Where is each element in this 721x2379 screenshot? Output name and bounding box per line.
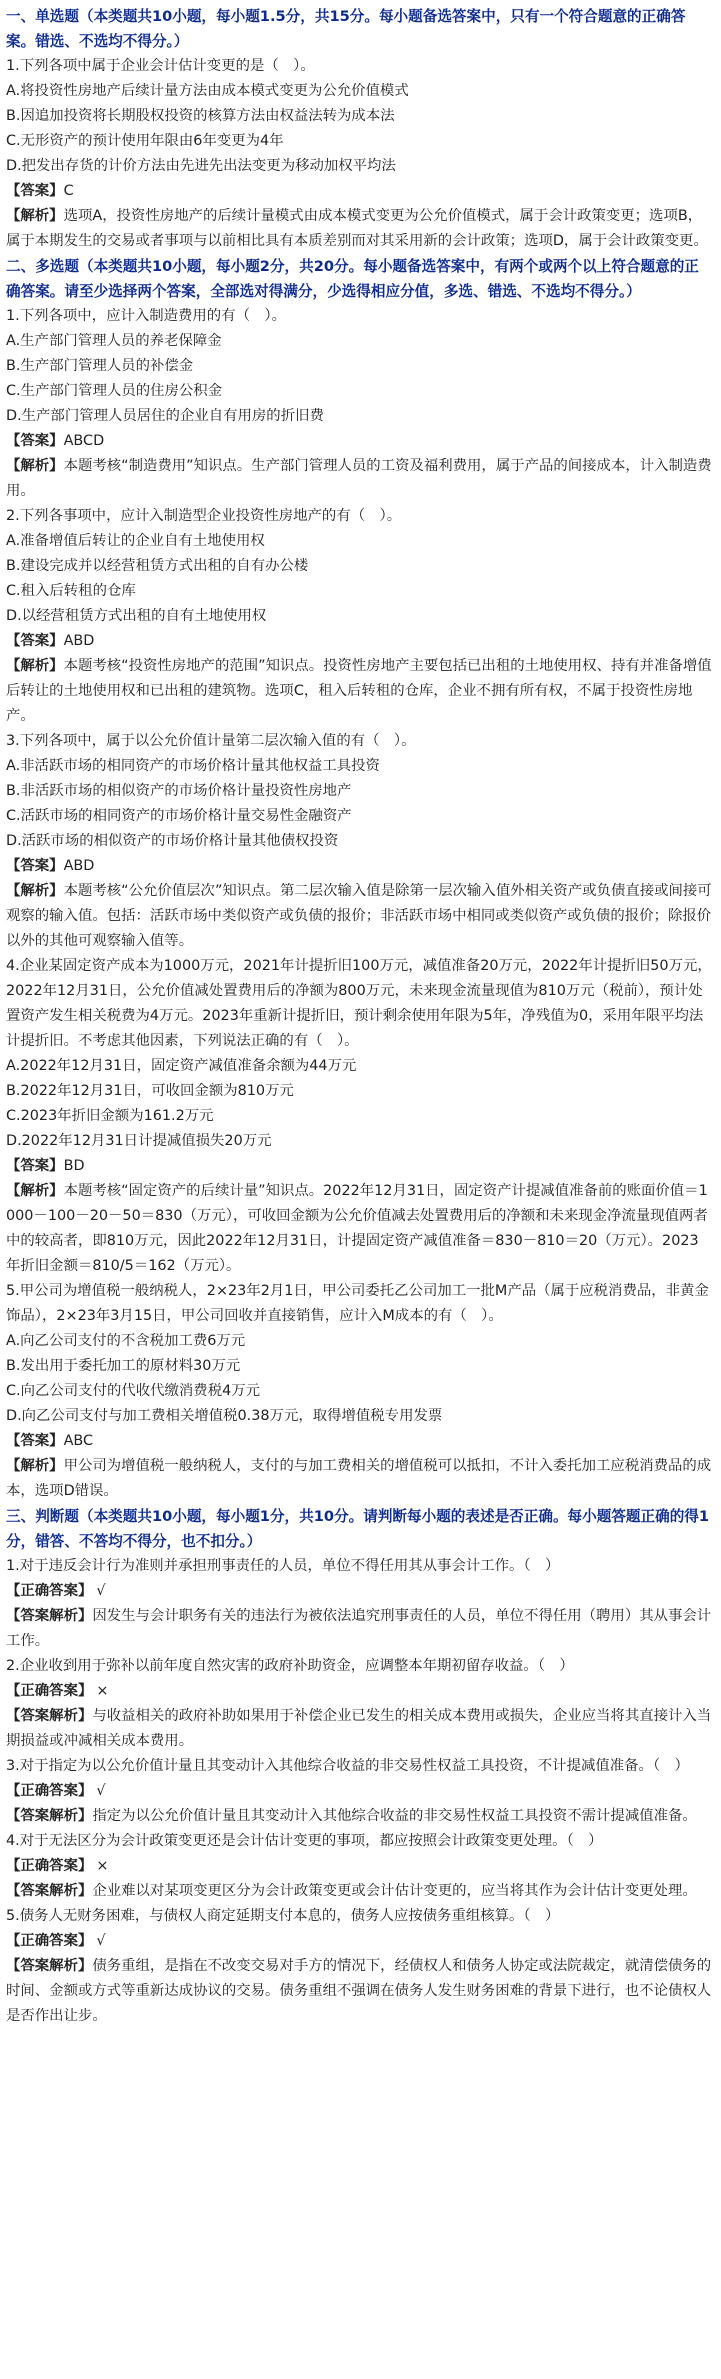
answer-option: C.活跃市场的相同资产的市场价格计量交易性金融资产 — [6, 808, 352, 824]
answer-value: √ — [96, 1583, 106, 1599]
question-stem: 1.下列各项中属于企业会计估计变更的是（ ）。 — [6, 58, 315, 74]
answer-label: 【答案】 — [6, 183, 64, 199]
answer-option: D.2022年12月31日计提减值损失20万元 — [6, 1133, 272, 1149]
section-heading: 一、单选题（本类题共10小题，每小题1.5分，共15分。每小题备选答案中，只有一个符合题意的正确答案。错选、不选均不得分。） — [6, 8, 686, 50]
analysis-label: 【答案解析】 — [6, 1958, 93, 1974]
analysis-label: 【解析】 — [6, 1183, 64, 1199]
answer-option: D.活跃市场的相似资产的市场价格计量其他债权投资 — [6, 833, 339, 849]
answer-option: A.向乙公司支付的不含税加工费6万元 — [6, 1333, 246, 1349]
analysis-text: 与收益相关的政府补助如果用于补偿企业已发生的相关成本费用或损失，企业应当将其直接计入当期损益或冲减相关成本费用。 — [6, 1708, 712, 1749]
answer-option: B.2022年12月31日，可收回金额为810万元 — [6, 1083, 294, 1099]
answer-option: C.向乙公司支付的代收代缴消费税4万元 — [6, 1383, 261, 1399]
analysis-block — [6, 454, 713, 504]
answer-option: A.2022年12月31日，固定资产减值准备余额为44万元 — [6, 1058, 357, 1074]
answer-value: × — [96, 1683, 109, 1699]
answer-line — [6, 1854, 713, 1879]
analysis-text: 因发生与会计职务有关的违法行为被依法追究刑事责任的人员，单位不得任用（聘用）其从事会计工作。 — [6, 1608, 712, 1649]
analysis-label: 【答案解析】 — [6, 1608, 93, 1624]
question-stem: 5.债务人无财务困难，与债权人商定延期支付本息的，债务人应按债务重组核算。（ ） — [6, 1908, 560, 1924]
answer-label: 【正确答案】 — [6, 1583, 93, 1599]
analysis-text: 本题考核“制造费用”知识点。生产部门管理人员的工资及福利费用，属于产品的间接成本，计入制造费用。 — [6, 458, 712, 499]
analysis-text: 本题考核“固定资产的后续计量”知识点。2022年12月31日，固定资产计提减值准备前的账面价值＝1000－100－20－50＝830（万元），可收回金额为公允价值减去处置费用后的净额和未来现金净流量现值两者中的较高者，即810万元，因此2022年12月31日，计提固定资产减值准备＝830－810＝20（万元）。2023年折旧金额＝810/5＝162（万元）。 — [6, 1183, 708, 1274]
analysis-text: 选项A，投资性房地产的后续计量模式由成本模式变更为公允价值模式，属于会计政策变更；选项B，属于本期发生的交易或者事项与以前相比具有本质差别而对其采用新的会计政策；选项D，属于会计政策变更。 — [6, 208, 708, 249]
answer-label: 【答案】 — [6, 1158, 64, 1174]
analysis-block — [6, 1954, 713, 2029]
answer-value: ABD — [63, 633, 95, 649]
answer-line — [6, 429, 713, 454]
answer-line — [6, 1929, 713, 1954]
analysis-block — [6, 204, 713, 254]
analysis-block — [6, 1804, 713, 1829]
answer-option: D.把发出存货的计价方法由先进先出法变更为移动加权平均法 — [6, 158, 396, 174]
answer-option: B.因追加投资将长期股权投资的核算方法由权益法转为成本法 — [6, 108, 395, 124]
question-stem: 3.对于指定为以公允价值计量且其变动计入其他综合收益的非交易性权益工具投资，不计提减值准备。（ ） — [6, 1758, 689, 1774]
answer-option: B.生产部门管理人员的补偿金 — [6, 358, 194, 374]
answer-label: 【正确答案】 — [6, 1933, 93, 1949]
analysis-block — [6, 1604, 713, 1654]
answer-line — [6, 1579, 713, 1604]
analysis-block — [6, 1704, 713, 1754]
answer-option: B.建设完成并以经营租赁方式出租的自有办公楼 — [6, 558, 309, 574]
analysis-text: 债务重组，是指在不改变交易对手方的情况下，经债权人和债务人协定或法院裁定，就清偿债务的时间、金额或方式等重新达成协议的交易。债务重组不强调在债务人发生财务困难的背景下进行，也不论债权人是否作出让步。 — [6, 1958, 712, 2024]
answer-line — [6, 1154, 713, 1179]
question-stem: 5.甲公司为增值税一般纳税人，2×23年2月1日，甲公司委托乙公司加工一批M产品（属于应税消费品，非黄金饰品），2×23年3月15日，甲公司回收并直接销售，应计入M成本的有（ ）。 — [6, 1283, 709, 1324]
analysis-label: 【解析】 — [6, 658, 64, 674]
question-stem: 2.下列各事项中，应计入制造型企业投资性房地产的有（ ）。 — [6, 508, 402, 524]
answer-label: 【正确答案】 — [6, 1783, 93, 1799]
question-stem: 4.企业某固定资产成本为1000万元，2021年计提折旧100万元，减值准备20万元，2022年计提折旧50万元，2022年12月31日，公允价值减处置费用后的净额为800万元，未来现金流量现值为810万元（税前），预计处置资产发生相关税费为4万元。2023年重新计提折旧，预计剩余使用年限为5年，净残值为0，采用年限平均法计提折旧。不考虑其他因素，下列说法正确的有（ ）。 — [6, 958, 712, 1049]
analysis-block — [6, 654, 713, 729]
analysis-label: 【解析】 — [6, 458, 64, 474]
answer-value: ABD — [63, 858, 95, 874]
answer-option: C.租入后转租的仓库 — [6, 583, 136, 599]
answer-option: D.生产部门管理人员居住的企业自有用房的折旧费 — [6, 408, 324, 424]
answer-label: 【答案】 — [6, 1433, 64, 1449]
answer-label: 【答案】 — [6, 633, 64, 649]
answer-line — [6, 1779, 713, 1804]
analysis-block — [6, 1879, 713, 1904]
question-stem: 3.下列各项中，属于以公允价值计量第二层次输入值的有（ ）。 — [6, 733, 416, 749]
answer-value: ABCD — [63, 433, 105, 449]
answer-line — [6, 629, 713, 654]
answer-value: BD — [63, 1158, 85, 1174]
analysis-label: 【答案解析】 — [6, 1883, 93, 1899]
answer-line — [6, 1429, 713, 1454]
answer-option: C.2023年折旧金额为161.2万元 — [6, 1108, 214, 1124]
analysis-label: 【答案解析】 — [6, 1708, 93, 1724]
answer-option: C.生产部门管理人员的住房公积金 — [6, 383, 223, 399]
answer-option: A.生产部门管理人员的养老保障金 — [6, 333, 222, 349]
answer-label: 【正确答案】 — [6, 1683, 93, 1699]
answer-option: D.向乙公司支付与加工费相关增值税0.38万元，取得增值税专用发票 — [6, 1408, 443, 1424]
answer-option: A.非活跃市场的相同资产的市场价格计量其他权益工具投资 — [6, 758, 380, 774]
answer-label: 【答案】 — [6, 433, 64, 449]
analysis-text: 甲公司为增值税一般纳税人，支付的与加工费相关的增值税可以抵扣，不计入委托加工应税消费品的成本，选项D错误。 — [6, 1458, 712, 1499]
analysis-label: 【解析】 — [6, 208, 64, 224]
question-stem: 1.对于违反会计行为准则并承担刑事责任的人员，单位不得任用其从事会计工作。（ ） — [6, 1558, 560, 1574]
question-stem: 1.下列各项中，应计入制造费用的有（ ）。 — [6, 308, 286, 324]
answer-line — [6, 854, 713, 879]
question-stem: 2.企业收到用于弥补以前年度自然灾害的政府补助资金，应调整本年期初留存收益。（ ） — [6, 1658, 574, 1674]
question-stem: 4.对于无法区分为会计政策变更还是会计估计变更的事项，都应按照会计政策变更处理。（ ） — [6, 1833, 603, 1849]
analysis-text: 指定为以公允价值计量且其变动计入其他综合收益的非交易性权益工具投资不需计提减值准备。 — [92, 1808, 697, 1824]
analysis-block — [6, 1179, 713, 1279]
analysis-block — [6, 879, 713, 954]
answer-value: × — [96, 1858, 109, 1874]
answer-option: D.以经营租赁方式出租的自有土地使用权 — [6, 608, 267, 624]
section-heading: 二、多选题（本类题共10小题，每小题2分，共20分。每小题备选答案中，有两个或两个以上符合题意的正确答案。请至少选择两个答案，全部选对得满分，少选得相应分值，多选、错选、不选均不得分。） — [6, 258, 699, 300]
answer-option: A.将投资性房地产后续计量方法由成本模式变更为公允价值模式 — [6, 83, 409, 99]
analysis-text: 企业难以对某项变更区分为会计政策变更或会计估计变更的，应当将其作为会计估计变更处理。 — [92, 1883, 697, 1899]
analysis-text: 本题考核“公允价值层次”知识点。第二层次输入值是除第一层次输入值外相关资产或负债直接或间接可观察的输入值。包括：活跃市场中类似资产或负债的报价；非活跃市场中相同或类似资产或负债的报价；除报价以外的其他可观察输入值等。 — [6, 883, 712, 949]
answer-value: √ — [96, 1783, 106, 1799]
answer-option: C.无形资产的预计使用年限由6年变更为4年 — [6, 133, 284, 149]
analysis-label: 【解析】 — [6, 1458, 64, 1474]
analysis-block — [6, 1454, 713, 1504]
answer-value: ABC — [63, 1433, 94, 1449]
answer-label: 【答案】 — [6, 858, 64, 874]
section-heading: 三、判断题（本类题共10小题，每小题1分，共10分。请判断每小题的表述是否正确。每小题答题正确的得1分，错答、不答均不得分，也不扣分。） — [6, 1508, 710, 1550]
analysis-label: 【解析】 — [6, 883, 64, 899]
answer-line — [6, 1679, 713, 1704]
answer-option: B.发出用于委托加工的原材料30万元 — [6, 1358, 241, 1374]
analysis-label: 【答案解析】 — [6, 1808, 93, 1824]
answer-value: √ — [96, 1933, 106, 1949]
answer-option: A.准备增值后转让的企业自有土地使用权 — [6, 533, 265, 549]
answer-line — [6, 179, 713, 204]
answer-option: B.非活跃市场的相似资产的市场价格计量投资性房地产 — [6, 783, 352, 799]
answer-label: 【正确答案】 — [6, 1858, 93, 1874]
answer-value: C — [63, 183, 74, 199]
analysis-text: 本题考核“投资性房地产的范围”知识点。投资性房地产主要包括已出租的土地使用权、持有并准备增值后转让的土地使用权和已出租的建筑物。选项C，租入后转租的仓库，企业不拥有所有权，不属于投资性房地产。 — [6, 658, 712, 724]
